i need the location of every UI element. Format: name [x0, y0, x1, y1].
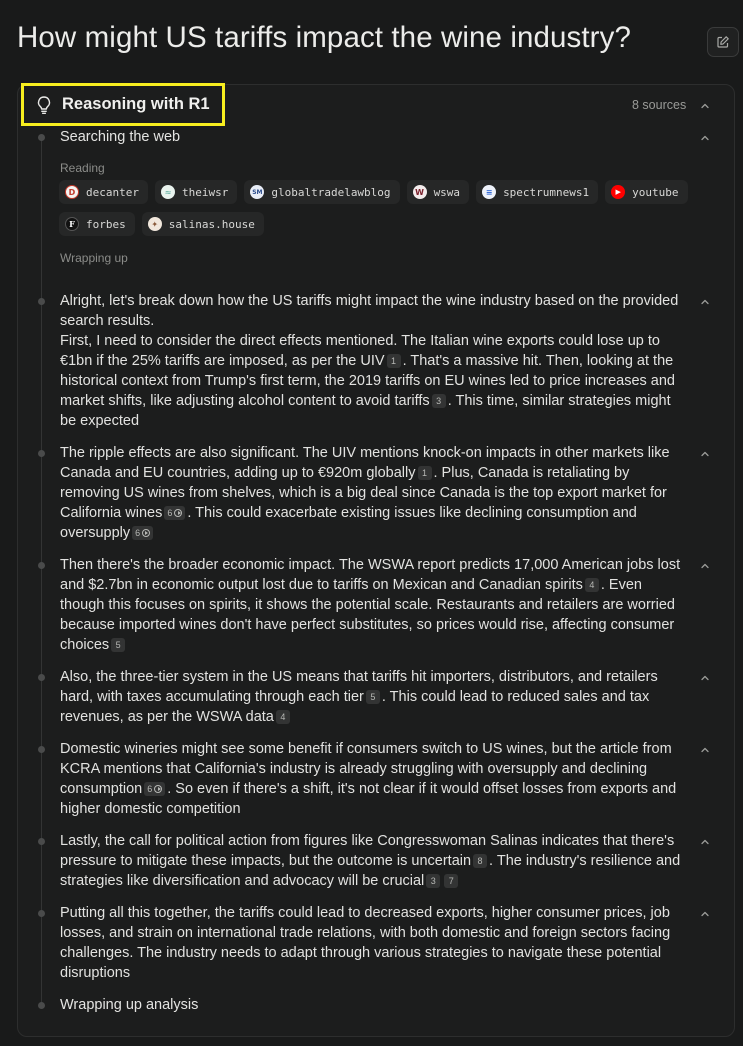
paragraph-text: . The industry's resilience and strategies like diversification and advocacy will be crucial — [60, 853, 681, 889]
citation-badge[interactable]: 4 — [276, 710, 290, 724]
play-icon — [174, 509, 182, 517]
source-chip-label: theiwsr — [181, 185, 229, 199]
collapse-chevron-icon[interactable] — [699, 296, 711, 308]
decanter-favicon-icon: D — [65, 185, 79, 199]
citation-number: 6 — [167, 508, 173, 518]
source-chip-label: youtube — [632, 185, 679, 199]
paragraph-text: Also, the three-tier system in the US means that tariffs hit importers, distributors, and retailers hard, with taxes accumulating through each tier — [60, 669, 658, 705]
page-title: How might US tariffs impact the wine industry? — [17, 21, 631, 54]
collapse-chevron-icon[interactable] — [699, 908, 711, 920]
reading-label: Reading — [60, 161, 105, 175]
play-icon — [142, 529, 150, 537]
paragraph-text: Alright, let's break down how the US tariffs might impact the wine industry based on the provided search results. — [60, 293, 679, 329]
paragraph-text: Then there's the broader economic impact. The WSWA report predicts 17,000 American jobs lost and $2.7bn in economic output lost due to tariffs on Mexican and Canadian spirits — [60, 557, 681, 593]
paragraph-text: . Even though this focuses on spirits, it shows the potential scale. Restaurants and retailers are worried because imported wines don't have perfect substitutes, so prices would rise, affecting consumer choices — [60, 577, 675, 653]
video-citation-badge[interactable] — [132, 526, 153, 540]
reasoning-paragraph — [60, 443, 688, 543]
source-chip[interactable] — [59, 180, 148, 204]
source-chip-label: globaltradelawblog — [271, 185, 391, 199]
citation-number: 6 — [135, 528, 141, 538]
reasoning-paragraph — [60, 667, 688, 727]
timeline-dot — [38, 562, 45, 569]
paragraph-text: . This could exacerbate existing issues like declining consumption and oversupply — [60, 505, 637, 541]
collapse-chevron-icon[interactable] — [699, 560, 711, 572]
reasoning-paragraph — [60, 903, 688, 983]
collapse-chevron-icon[interactable] — [699, 672, 711, 684]
citation-badge[interactable]: 3 — [432, 394, 446, 408]
paragraph-text: . This could lead to reduced sales and tax revenues, as per the WSWA data — [60, 689, 650, 725]
gtlb-favicon-icon: SM — [250, 185, 264, 199]
reasoning-paragraph — [60, 291, 688, 431]
source-chip[interactable] — [605, 180, 687, 204]
source-chip-label: spectrumnews1 — [503, 185, 590, 199]
citation-badge[interactable]: 8 — [473, 854, 487, 868]
source-chip-label: wswa — [433, 185, 461, 199]
wswa-favicon-icon: W — [413, 185, 427, 199]
source-chips — [59, 180, 719, 244]
paragraph-text: . That's a massive hit. Then, looking at the historical context from Trump's first term, the 2019 tariffs on EU wines led to price increases and market shifts, like adjusting alcohol content to avoid tariffs — [60, 353, 675, 409]
source-chip[interactable] — [155, 180, 237, 204]
collapse-chevron-icon[interactable] — [699, 448, 711, 460]
lightbulb-icon — [35, 95, 53, 115]
citation-badge[interactable]: 5 — [111, 638, 125, 652]
citation-badge[interactable]: 1 — [387, 354, 401, 368]
source-chip[interactable] — [59, 212, 135, 236]
citation-badge[interactable]: 1 — [418, 466, 432, 480]
citation-badge[interactable]: 4 — [585, 578, 599, 592]
citation-badge[interactable]: 7 — [444, 874, 458, 888]
paragraph-text: The ripple effects are also significant. The UIV mentions knock-on impacts in other markets like Canada and EU countries, adding up to €920m globally — [60, 445, 670, 481]
step-searching-title: Searching the web — [60, 129, 181, 145]
timeline-dot — [38, 134, 45, 141]
source-chip[interactable] — [407, 180, 470, 204]
reasoning-header[interactable] — [21, 83, 225, 126]
timeline-dot — [38, 674, 45, 681]
source-chip-label: forbes — [86, 217, 126, 231]
citation-badge[interactable]: 5 — [366, 690, 380, 704]
timeline-dot — [38, 1002, 45, 1009]
source-chip-label: decanter — [86, 185, 139, 199]
forbes-favicon-icon: F — [65, 217, 79, 231]
paragraph-text: First, I need to consider the direct effects mentioned. The Italian wine exports could lose up to €1bn if the 25% tariffs are imposed, as per the UIV — [60, 333, 660, 369]
reasoning-paragraph — [60, 555, 688, 655]
source-chip[interactable] — [244, 180, 399, 204]
citation-badge[interactable]: 3 — [426, 874, 440, 888]
paragraph-text: . So even if there's a shift, it's not clear if it would offset losses from exports and higher domestic competition — [60, 781, 677, 817]
wrapping-label: Wrapping up — [60, 251, 128, 265]
timeline-dot — [38, 838, 45, 845]
edit-icon — [716, 35, 730, 49]
paragraph-text: Domestic wineries might see some benefit if consumers switch to US wines, but the article from KCRA mentions that California's industry is already struggling with oversupply and declining consumption — [60, 741, 672, 797]
collapse-chevron-icon[interactable] — [699, 744, 711, 756]
source-chip[interactable] — [142, 212, 264, 236]
paragraph-text: Lastly, the call for political action from figures like Congresswoman Salinas indicates that there's pressure to mitigate these impacts, but the outcome is uncertain — [60, 833, 675, 869]
video-citation-badge[interactable] — [164, 506, 185, 520]
paragraph-text: . This time, similar strategies might be expected — [60, 393, 671, 429]
paragraph-text: . Plus, Canada is retaliating by removing US wines from shelves, which is a big deal since Canada is the top export market for California wines — [60, 465, 667, 521]
step-wrapping-analysis: Wrapping up analysis — [60, 997, 199, 1013]
collapse-chevron-icon[interactable] — [699, 132, 711, 144]
edit-button[interactable] — [707, 27, 739, 57]
source-chip[interactable] — [476, 180, 598, 204]
spectrum-favicon-icon: ≡ — [482, 185, 496, 199]
theiwsr-favicon-icon: ≈ — [161, 185, 175, 199]
reasoning-paragraph — [60, 831, 688, 891]
citation-number: 6 — [147, 784, 153, 794]
timeline-dot — [38, 298, 45, 305]
reasoning-paragraph — [60, 739, 688, 819]
youtube-favicon-icon: ▶ — [611, 185, 625, 199]
collapse-chevron-icon[interactable] — [699, 836, 711, 848]
video-citation-badge[interactable] — [144, 782, 165, 796]
collapse-chevron-icon[interactable] — [699, 100, 711, 112]
timeline-line — [41, 138, 42, 1008]
house-seal-favicon-icon: ✦ — [148, 217, 162, 231]
timeline-dot — [38, 910, 45, 917]
paragraph-text: Putting all this together, the tariffs could lead to decreased exports, higher consumer prices, job losses, and strain on international trade relations, with both domestic and foreign sectors facing challenges. The industry needs to adapt through various strategies to navigate these potential disruptions — [60, 905, 671, 981]
source-chip-label: salinas.house — [168, 217, 255, 231]
reasoning-label: Reasoning with R1 — [62, 95, 210, 113]
sources-count[interactable]: 8 sources — [632, 98, 687, 112]
timeline-dot — [38, 746, 45, 753]
play-icon — [154, 785, 162, 793]
timeline-dot — [38, 450, 45, 457]
